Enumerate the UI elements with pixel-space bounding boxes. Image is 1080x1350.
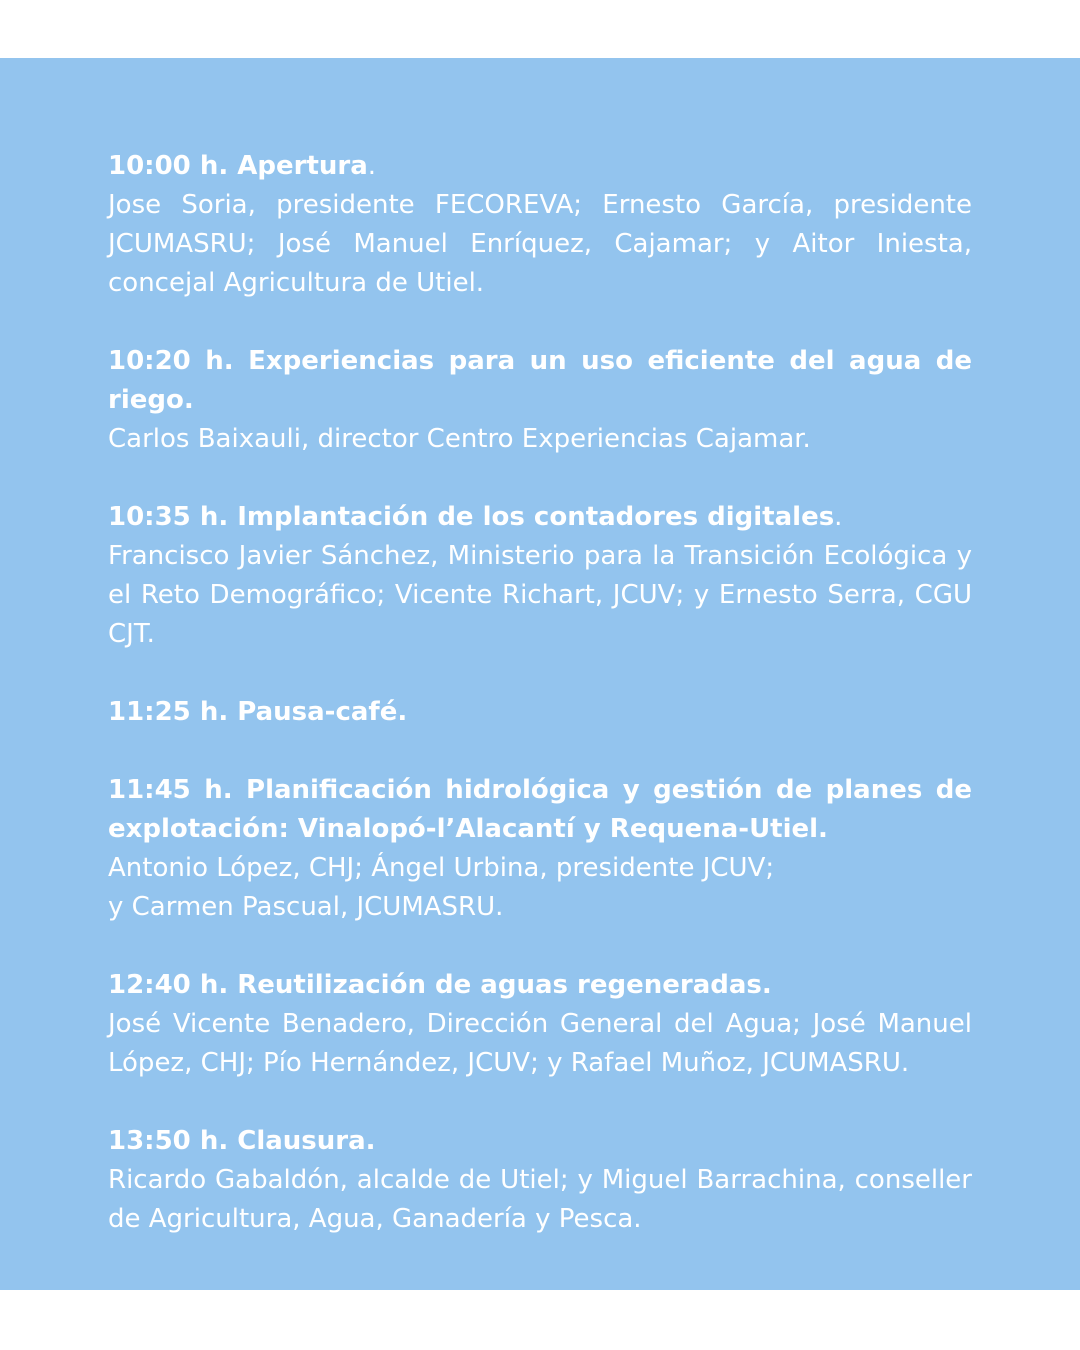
agenda-item-speakers-line-1: Antonio López, CHJ; Ángel Urbina, presidente JCUV; [108,853,775,883]
agenda-item-title: 12:40 h. Reutilización de aguas regeneradas. [108,970,772,1000]
title-suffix: . [834,502,843,532]
title-suffix: . [367,151,377,181]
agenda-item [108,498,972,654]
agenda-item-title: 10:20 h. Experiencias para un uso eficiente del agua de riego. [108,346,972,415]
agenda-item-title [108,498,972,537]
agenda-item-speakers: Francisco Javier Sánchez, Ministerio para la Transición Ecológica y el Reto Demográfico; Vicente Richart, JCUV; y Ernesto Serra, CGU CJT. [108,541,972,649]
agenda-item-speakers: Ricardo Gabaldón, alcalde de Utiel; y Miguel Barrachina, conseller de Agricultura, Agua, Ganadería y Pesca. [108,1165,972,1234]
agenda-item-title: 11:25 h. Pausa-café. [108,697,408,727]
title-text: 10:35 h. Implantación de los contadores digitales [108,502,835,532]
agenda-item [108,342,972,459]
agenda-item-title: 13:50 h. Clausura. [108,1126,376,1156]
agenda-list [108,147,972,1278]
agenda-item-title: 11:45 h. Planificación hidrológica y gestión de planes de explotación: Vinalopó-l’Alacantí y Requena-Utiel. [108,775,972,844]
agenda-item [108,966,972,1083]
agenda-item [108,147,972,303]
agenda-item-speakers: Jose Soria, presidente FECOREVA; Ernesto García, presidente JCUMASRU; José Manuel Enríquez, Cajamar; y Aitor Iniesta, concejal Agricultura de Utiel. [108,190,972,298]
agenda-item-speakers: José Vicente Benadero, Dirección General del Agua; José Manuel López, CHJ; Pío Hernández, JCUV; y Rafael Muñoz, JCUMASRU. [108,1009,972,1078]
agenda-item [108,1122,972,1239]
title-text: 10:00 h. Apertura [108,151,368,181]
agenda-item [108,771,972,927]
agenda-panel [0,58,1080,1290]
agenda-item-title [108,147,972,186]
agenda-item-speakers: Carlos Baixauli, director Centro Experiencias Cajamar. [108,424,811,454]
agenda-item [108,693,972,732]
agenda-item-speakers-line-2: y Carmen Pascual, JCUMASRU. [108,892,504,922]
